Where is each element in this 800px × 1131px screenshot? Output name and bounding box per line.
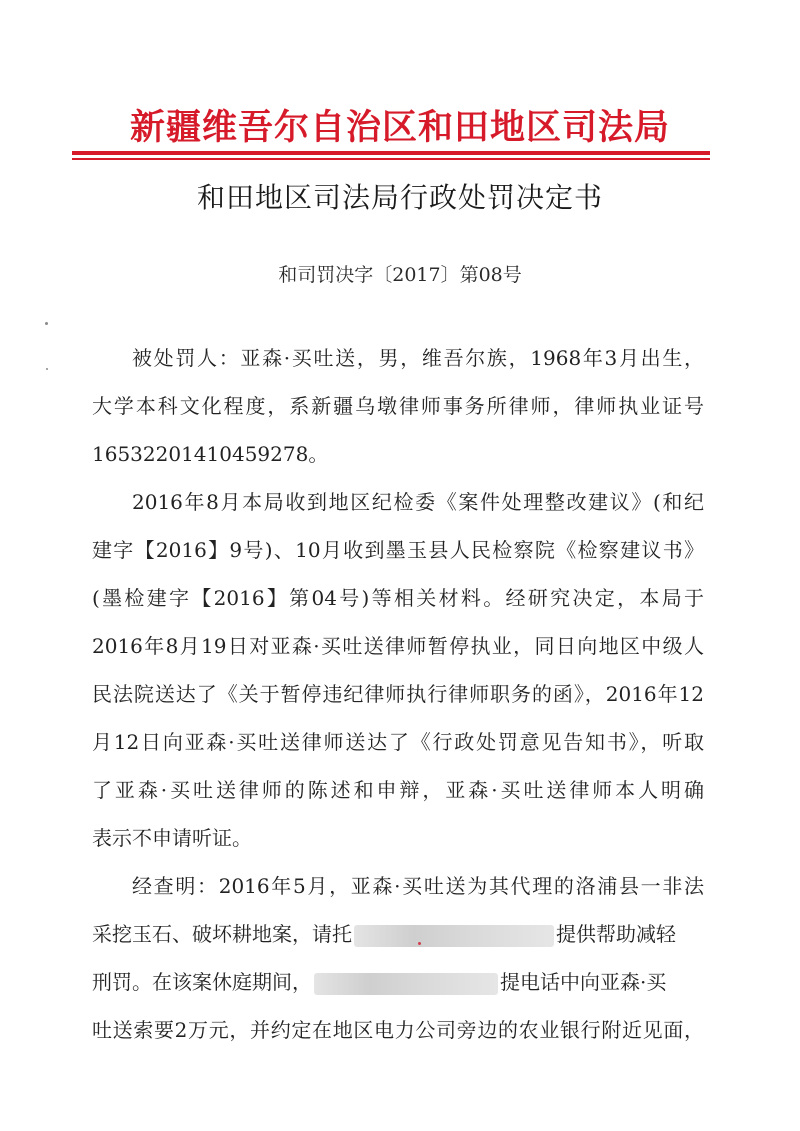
letterhead-rule-thick [72, 151, 710, 155]
paragraph-2-line-8: 表示不申请听证。 [92, 826, 252, 850]
paragraph-2-line-3: (墨检建字【2016】第04号)等相关材料。经研究决定，本局于 [92, 586, 704, 610]
paragraph-1-line-3: 16532201410459278。 [92, 442, 329, 466]
paragraph-3-line-2-start: 采挖玉石、破坏耕地案，请托 [92, 922, 352, 946]
document-body [92, 334, 704, 1054]
paragraph-2-line-1: 2016年8月本局收到地区纪检委《案件处理整改建议》(和纪 [132, 490, 704, 514]
paragraph-2-line-6: 月12日向亚森·买吐送律师送达了《行政处罚意见告知书》，听取 [92, 730, 704, 754]
paragraph-3-line-3 [92, 958, 704, 1006]
paragraph-1-line-2: 大学本科文化程度，系新疆乌墩律师事务所律师，律师执业证号 [92, 394, 704, 418]
redaction-block-2 [314, 973, 498, 995]
scan-speck [46, 368, 48, 370]
paragraph-3-line-2-end: 提供帮助减轻 [556, 922, 676, 946]
scan-speck [45, 322, 48, 325]
letterhead-rule-thin [72, 158, 710, 160]
paragraph-3-line-3-end: 提电话中向亚森·买 [500, 970, 667, 994]
document-number: 和司罚决字〔2017〕第08号 [278, 264, 522, 286]
redaction-block-1 [354, 925, 554, 947]
paragraph-2-line-2: 建字【2016】9号)、10月收到墨玉县人民检察院《检察建议书》 [92, 538, 704, 562]
paragraph-3-line-3-start: 刑罚。在该案休庭期间， [92, 970, 312, 994]
paragraph-2-line-7: 了亚森·买吐送律师的陈述和申辩，亚森·买吐送律师本人明确 [92, 778, 704, 802]
paragraph-2-line-4: 2016年8月19日对亚森·买吐送律师暂停执业，同日向地区中级人 [92, 634, 704, 658]
paragraph-3-line-4: 吐送索要2万元，并约定在地区电力公司旁边的农业银行附近见面， [92, 1018, 704, 1042]
document-title: 和田地区司法局行政处罚决定书 [196, 181, 603, 214]
paragraph-3-line-1: 经查明：2016年5月，亚森·买吐送为其代理的洛浦县一非法 [132, 874, 704, 898]
letterhead: 新疆维吾尔自治区和田地区司法局 [129, 107, 670, 148]
scan-speck [418, 942, 421, 945]
paragraph-3-line-2 [92, 910, 704, 958]
paragraph-2-line-5: 民法院送达了《关于暂停违纪律师执行律师职务的函》，2016年12 [92, 682, 704, 706]
paragraph-1-line-1: 被处罚人：亚森·买吐送，男，维吾尔族，1968年3月出生， [132, 346, 704, 370]
